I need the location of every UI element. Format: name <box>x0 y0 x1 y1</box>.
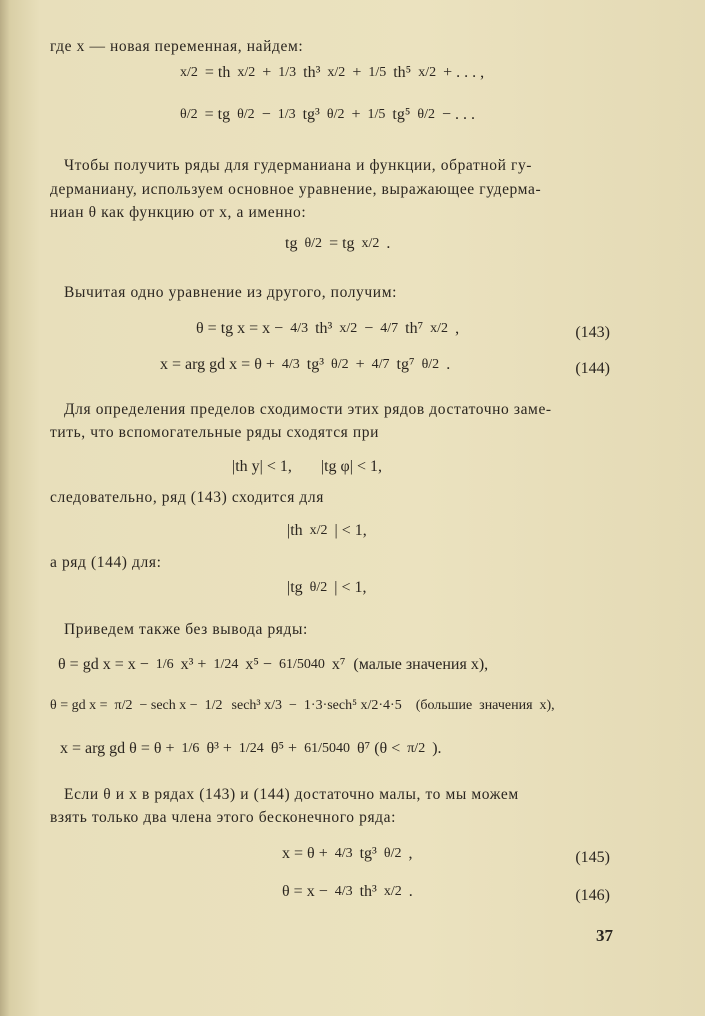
fraction: x/2 <box>237 65 256 80</box>
fraction: θ/2 <box>383 846 402 861</box>
formula <box>285 235 390 253</box>
fraction: θ/2 <box>309 580 328 595</box>
formula-term: + <box>355 356 365 373</box>
text-line: тить, что вспомогательные ряды сходятся при <box>50 424 380 441</box>
formula-term: θ = tg x = x − <box>196 320 284 337</box>
fraction: π/2 <box>114 698 133 713</box>
formula-term: = tg <box>329 235 355 252</box>
formula-term: θ³ + <box>206 740 232 757</box>
formula-term: = tg <box>204 106 231 123</box>
formula-term: tg <box>285 235 298 252</box>
formula-term: tg⁷ <box>396 356 415 373</box>
fraction: 1/6 <box>181 741 200 756</box>
text-line: где x — новая переменная, найдем: <box>50 38 304 55</box>
fraction: 4/3 <box>334 846 353 861</box>
formula-term: ). <box>432 740 442 757</box>
fraction: x/2 <box>309 523 328 538</box>
formula-term: th³ <box>359 883 377 900</box>
formula-term: , <box>455 320 460 337</box>
fraction: x/2 <box>418 65 437 80</box>
formula <box>178 64 484 82</box>
fraction: 1/2 <box>204 698 223 713</box>
formula-term: tg³ <box>302 106 320 123</box>
text-line: следовательно, ряд (143) сходится для <box>50 489 324 506</box>
formula <box>287 579 367 597</box>
fraction: θ/2 <box>304 236 323 251</box>
formula-term: x = θ + <box>282 845 328 862</box>
formula-144 <box>160 356 450 374</box>
fraction: x/2 <box>180 65 198 80</box>
fraction: 1/24 <box>238 741 264 756</box>
formula-term: x⁷ (малые значения x), <box>331 656 489 673</box>
formula-term: | < 1, <box>334 522 367 539</box>
formula-term: − . . . <box>442 106 476 123</box>
fraction: θ/2 <box>326 107 345 122</box>
fraction: 61/5040 <box>304 741 350 756</box>
formula-term: , <box>408 845 413 862</box>
fraction: 4/3 <box>281 357 300 372</box>
formula-term: . <box>446 356 451 373</box>
formula-term: |th y| < 1, <box>232 458 292 475</box>
text-line: взять только два члена этого бесконечного ряда: <box>50 809 397 826</box>
equation-number: (146) <box>575 887 610 904</box>
formula <box>232 458 382 476</box>
fraction: 4/7 <box>371 357 390 372</box>
page-number: 37 <box>596 926 613 945</box>
fraction: 1/5 <box>367 107 386 122</box>
formula-term: tg³ <box>359 845 377 862</box>
formula-term: θ = gd x = <box>50 698 108 713</box>
fraction: 1·3·sech⁵ x/2·4·5 <box>303 698 402 713</box>
fraction: θ/2 <box>421 357 440 372</box>
formula-term: th⁵ <box>393 64 412 81</box>
fraction: x/2 <box>361 236 380 251</box>
text-line: Если θ и x в рядах (143) и (144) достаточно малы, то мы можем <box>64 786 519 803</box>
fraction: 1/6 <box>155 657 174 672</box>
formula-term: th⁷ <box>405 320 424 337</box>
equation-number: (144) <box>575 360 610 377</box>
fraction: π/2 <box>407 741 426 756</box>
formula-term: + . . . , <box>443 64 485 81</box>
fraction: θ/2 <box>237 107 255 122</box>
formula-term: θ⁵ + <box>270 740 298 757</box>
formula <box>178 106 475 124</box>
fraction: 1/3 <box>277 107 296 122</box>
equation-number: (145) <box>575 849 610 866</box>
fraction: θ/2 <box>180 107 198 122</box>
fraction: x/2 <box>430 321 449 336</box>
text-line: Приведем также без вывода ряды: <box>64 621 308 638</box>
text-line: Чтобы получить ряды для гудерманиана и функции, обратной гу- <box>64 157 533 174</box>
text-line: а ряд (144) для: <box>50 554 162 571</box>
fraction: θ/2 <box>417 107 436 122</box>
formula-term: + <box>352 64 362 81</box>
formula-term: θ⁷ (θ < <box>356 740 401 757</box>
fraction: 1/24 <box>213 657 239 672</box>
formula-term: + <box>262 64 272 81</box>
text-line: дерманиану, используем основное уравнение, выражающее гудерма- <box>50 181 542 198</box>
formula-term: th³ <box>315 320 333 337</box>
formula-145 <box>282 845 412 863</box>
formula-term: + <box>351 106 361 123</box>
formula-term: − <box>364 320 374 337</box>
fraction: 4/3 <box>334 884 353 899</box>
fraction: θ/2 <box>331 357 349 372</box>
fraction: 1/5 <box>368 65 387 80</box>
formula <box>58 656 488 674</box>
fraction: x/2 <box>339 321 358 336</box>
text-line: Вычитая одно уравнение из другого, получим: <box>64 284 398 301</box>
formula-term: x³ + <box>180 656 207 673</box>
formula-143 <box>196 320 459 338</box>
formula-term: θ = x − <box>282 883 328 900</box>
fraction: x/2 <box>327 65 346 80</box>
formula-term: . <box>386 235 391 252</box>
fraction: sech³ x/3 <box>231 698 282 713</box>
formula-term: | < 1, <box>334 579 367 596</box>
formula-term: x = arg gd θ = θ + <box>60 740 175 757</box>
formula-term: x = arg gd x = θ + <box>160 356 275 373</box>
fraction: 4/7 <box>380 321 399 336</box>
formula <box>287 522 367 540</box>
formula-term: th³ <box>303 64 321 81</box>
formula-term: |tg <box>287 579 303 596</box>
formula-term: − <box>261 106 271 123</box>
formula <box>50 698 555 714</box>
formula-term: |tg φ| < 1, <box>296 458 382 475</box>
formula-term: (большие значения x), <box>408 698 555 713</box>
formula-term: tg³ <box>306 356 325 373</box>
formula <box>60 740 442 758</box>
fraction: 4/3 <box>290 321 309 336</box>
formula-term: x⁵ − <box>245 656 272 673</box>
formula-term: − <box>289 698 297 713</box>
formula-term: − sech x − <box>139 698 198 713</box>
formula-term: tg⁵ <box>392 106 411 123</box>
formula-term: = th <box>204 64 231 81</box>
formula-term: θ = gd x = x − <box>58 656 149 673</box>
fraction: x/2 <box>383 884 402 899</box>
formula-term: . <box>408 883 413 900</box>
fraction: 1/3 <box>278 65 297 80</box>
text-line: Для определения пределов сходимости этих рядов достаточно заме- <box>64 401 552 418</box>
equation-number: (143) <box>575 324 610 341</box>
fraction: 61/5040 <box>278 657 325 672</box>
formula-146 <box>282 883 413 901</box>
formula-term: |th <box>287 522 303 539</box>
text-line: ниан θ как функцию от x, а именно: <box>50 204 307 221</box>
